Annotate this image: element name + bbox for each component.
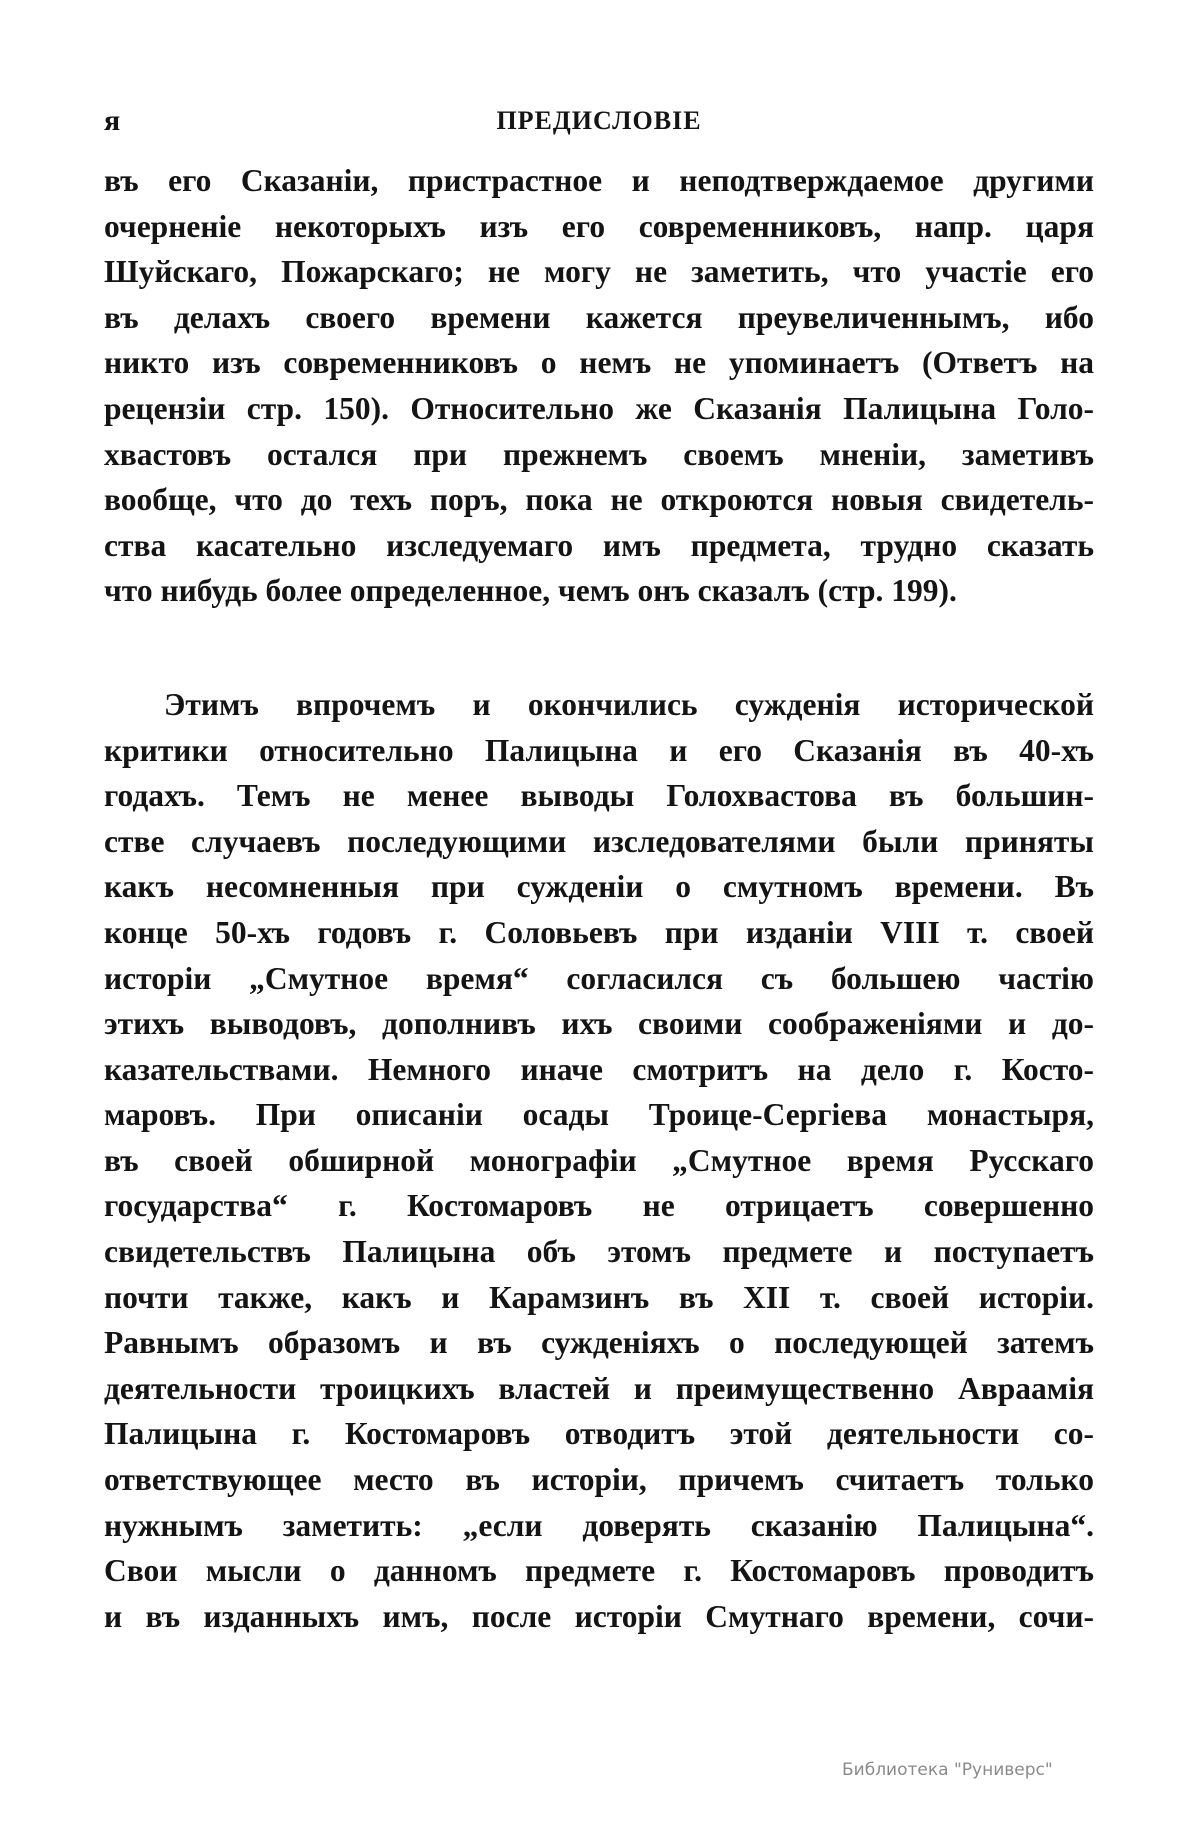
text-line: какъ несомненныя при сужденіи о смутномъ времени. Въ	[104, 869, 1094, 905]
text-line: казательствами. Немного иначе смотритъ на дело г. Косто-	[104, 1051, 1094, 1087]
text-line: въ делахъ своего времени кажется преувеличеннымъ, ибо	[104, 299, 1094, 335]
page-number: я	[104, 104, 121, 137]
text-line: маровъ. При описаніи осады Троице-Сергіева монастыря,	[104, 1097, 1094, 1133]
text-line: и въ изданныхъ имъ, после исторіи Смутнаго времени, сочи-	[104, 1598, 1094, 1634]
text-line: ответствующее место въ исторіи, причемъ считаетъ только	[104, 1462, 1094, 1498]
text-line: почти также, какъ и Карамзинъ въ XII т. своей исторіи.	[104, 1279, 1094, 1315]
text-line: этихъ выводовъ, дополнивъ ихъ своими соображеніями и до-	[104, 1006, 1094, 1042]
text-line: Палицына г. Костомаровъ отводитъ этой деятельности со-	[104, 1416, 1094, 1452]
text-line: въ своей обширной монографіи „Смутное время Русскаго	[104, 1142, 1094, 1178]
text-line: государства“ г. Костомаровъ не отрицаетъ совершенно	[104, 1188, 1094, 1224]
paragraph-1	[104, 158, 1094, 614]
text-line: нужнымъ заметить: „если доверять сказанію Палицына“.	[104, 1507, 1094, 1543]
text-line: конце 50-хъ годовъ г. Соловьевъ при изданіи VIII т. своей	[104, 914, 1094, 950]
text-line: хвастовъ остался при прежнемъ своемъ мненіи, заметивъ	[104, 436, 1094, 472]
text-line: Свои мысли о данномъ предмете г. Костомаровъ проводитъ	[104, 1553, 1094, 1589]
text-line: никто изъ современниковъ о немъ не упоминаетъ (Ответъ на	[104, 345, 1094, 381]
text-line: критики относительно Палицына и его Сказанія въ 40-хъ	[104, 732, 1094, 768]
running-title: ПРЕДИСЛОВІЕ	[496, 106, 702, 135]
text-line: свидетельствъ Палицына объ этомъ предмете и поступаетъ	[104, 1234, 1094, 1270]
text-line: очерненіе некоторыхъ изъ его современниковъ, напр. царя	[104, 208, 1094, 244]
library-watermark: Библиотека "Руниверс"	[842, 1760, 1053, 1780]
text-line: стве случаевъ последующими изследователями были приняты	[104, 823, 1094, 859]
text-line: Шуйскаго, Пожарскаго; не могу не заметить, что участіе его	[104, 254, 1094, 290]
body-text	[104, 158, 1094, 1639]
text-line: рецензіи стр. 150). Относительно же Сказанія Палицына Голо-	[104, 390, 1094, 426]
text-line: вообще, что до техъ поръ, пока не откроются новыя свидетель-	[104, 482, 1094, 518]
page-header	[104, 104, 1094, 138]
text-line: ства касательно изследуемаго имъ предмета, трудно сказать	[104, 527, 1094, 563]
text-line: Равнымъ образомъ и въ сужденіяхъ о последующей затемъ	[104, 1325, 1094, 1361]
text-line: что нибудь более определенное, чемъ онъ сказалъ (стр. 199).	[104, 573, 957, 609]
text-line: исторіи „Смутное время“ согласился съ большею частію	[104, 960, 1094, 996]
text-line: Этимъ впрочемъ и окончились сужденія исторической	[164, 686, 1094, 722]
text-line: въ его Сказаніи, пристрастное и неподтверждаемое другими	[104, 163, 1094, 198]
text-line: деятельности троицкихъ властей и преимущественно Авраамія	[104, 1370, 1094, 1406]
text-line: годахъ. Темъ не менее выводы Голохвастова въ большин-	[104, 778, 1094, 814]
paragraph-spacer	[104, 614, 1094, 682]
paragraph-2	[104, 682, 1094, 1639]
